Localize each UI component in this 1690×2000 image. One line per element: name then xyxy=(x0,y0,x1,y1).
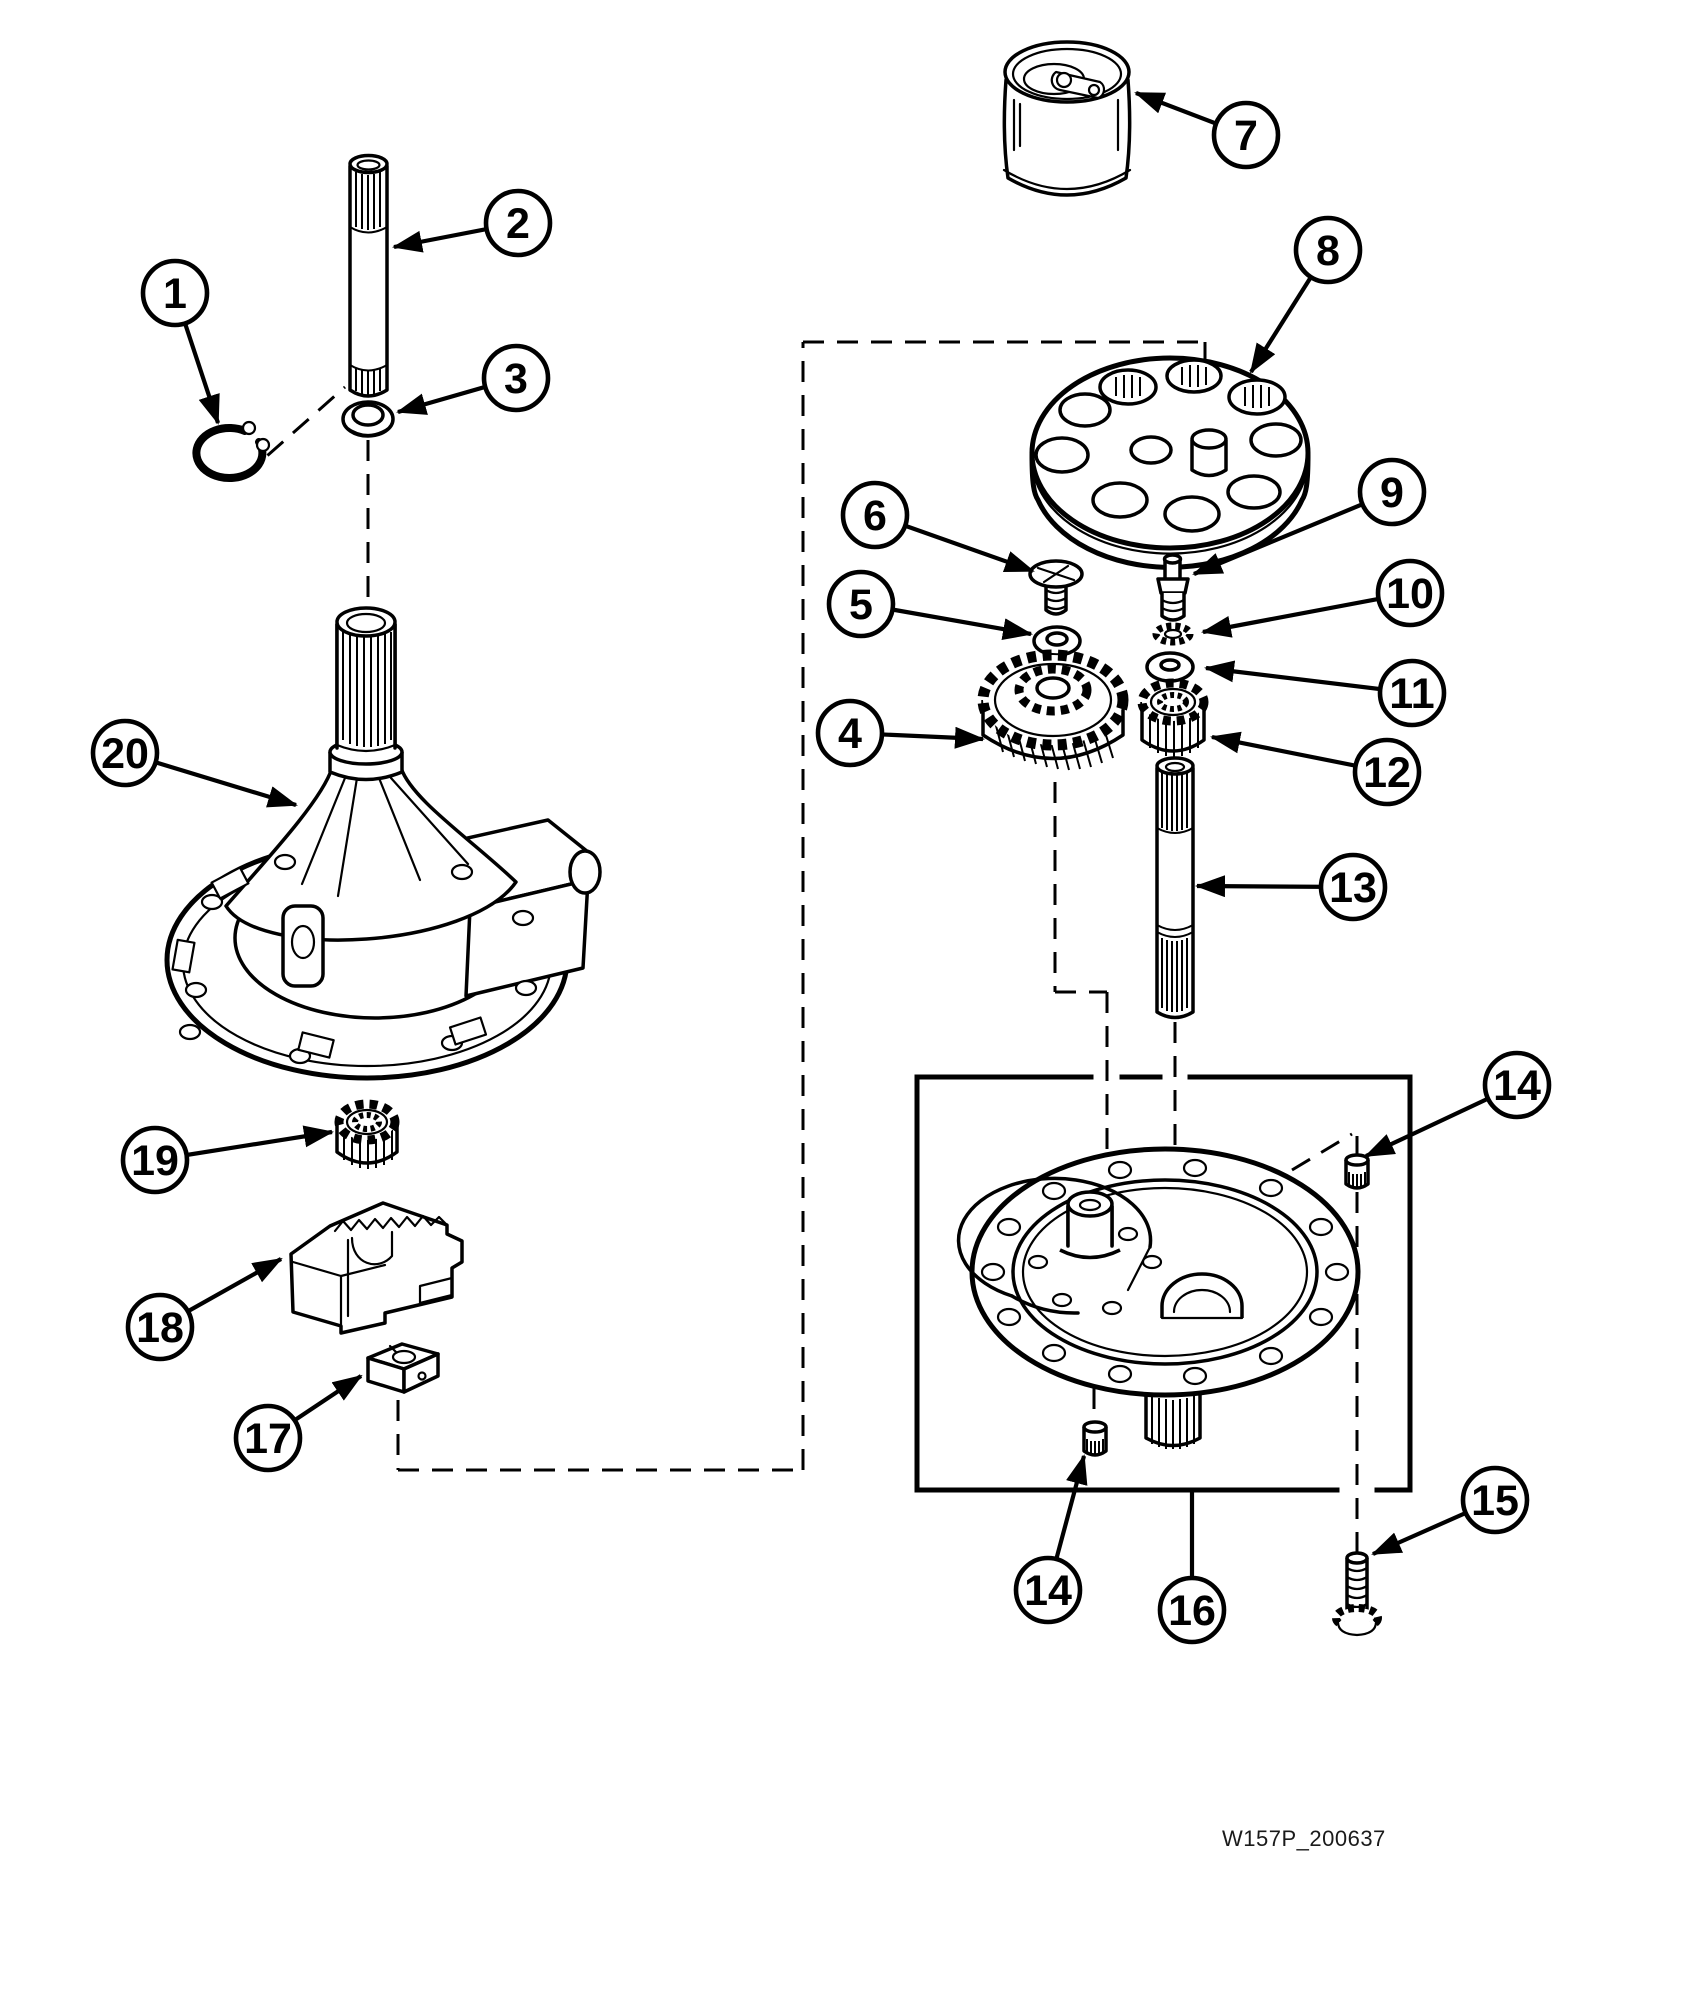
roll-pin-bottom xyxy=(1084,1422,1106,1456)
callout-10-label: 10 xyxy=(1386,570,1434,618)
callout-3 xyxy=(484,346,548,410)
callout-6-label: 6 xyxy=(863,492,887,540)
callout-12 xyxy=(1355,740,1419,804)
callout-7-label: 7 xyxy=(1234,112,1258,160)
star-lock-washer xyxy=(1156,626,1190,642)
callout-19-label: 19 xyxy=(131,1137,179,1185)
callout-2-label: 2 xyxy=(506,200,530,248)
callout-17 xyxy=(236,1406,300,1470)
small-pinion-gear xyxy=(337,1104,397,1169)
callout-19 xyxy=(123,1128,187,1192)
retaining-ring xyxy=(196,422,269,478)
callout-6 xyxy=(843,483,907,547)
figure-code-watermark: W157P_200637 xyxy=(1222,1826,1386,1851)
callout-11-label: 11 xyxy=(1389,670,1435,718)
callout-20-label: 20 xyxy=(101,730,149,778)
callout-1 xyxy=(143,261,207,325)
splined-pinion-shaft xyxy=(1157,758,1193,1018)
callout-18 xyxy=(128,1295,192,1359)
callout-5-label: 5 xyxy=(849,581,873,629)
callout-16 xyxy=(1160,1578,1224,1642)
callout-16-label: 16 xyxy=(1168,1587,1216,1635)
callout-15-label: 15 xyxy=(1471,1477,1519,1525)
flanged-screw xyxy=(1336,1553,1378,1635)
callout-20 xyxy=(93,721,157,785)
spacer-washer xyxy=(1147,653,1193,681)
callout-14-bottom-label: 14 xyxy=(1024,1567,1072,1615)
callout-17-label: 17 xyxy=(244,1415,292,1463)
callout-13 xyxy=(1321,855,1385,919)
callout-10 xyxy=(1378,561,1442,625)
grease-container xyxy=(1004,42,1130,195)
callout-7 xyxy=(1214,103,1278,167)
flat-washer xyxy=(1034,627,1080,655)
callout-5 xyxy=(829,572,893,636)
callout-9 xyxy=(1360,460,1424,524)
helical-drive-gear xyxy=(983,655,1123,770)
callout-13-label: 13 xyxy=(1329,864,1377,912)
splined-shaft xyxy=(350,156,387,397)
square-nut xyxy=(368,1344,438,1392)
callout-18-label: 18 xyxy=(136,1304,184,1352)
callout-8-label: 8 xyxy=(1316,227,1340,275)
pinion-gear xyxy=(1142,683,1204,757)
transmission-base-assembly xyxy=(959,1149,1358,1449)
callout-9-label: 9 xyxy=(1380,469,1404,517)
callout-14-bottom xyxy=(1016,1558,1080,1622)
callout-14-top-label: 14 xyxy=(1493,1062,1541,1110)
callout-12-label: 12 xyxy=(1363,749,1411,797)
shaft-washer xyxy=(343,402,393,436)
callout-8 xyxy=(1296,218,1360,282)
pulley-screw xyxy=(1030,561,1082,614)
callout-1-label: 1 xyxy=(163,270,187,318)
transmission-cover-assembly xyxy=(167,608,600,1078)
callout-15 xyxy=(1463,1468,1527,1532)
callout-2 xyxy=(486,191,550,255)
callout-4-label: 4 xyxy=(838,710,862,758)
callout-11 xyxy=(1380,661,1444,725)
callout-3-label: 3 xyxy=(504,355,528,403)
clutch-lifter-block xyxy=(291,1203,462,1333)
roll-pin-top xyxy=(1346,1155,1368,1189)
callout-4 xyxy=(818,701,882,765)
callout-14-top xyxy=(1485,1053,1549,1117)
drive-pulley xyxy=(1032,358,1308,567)
